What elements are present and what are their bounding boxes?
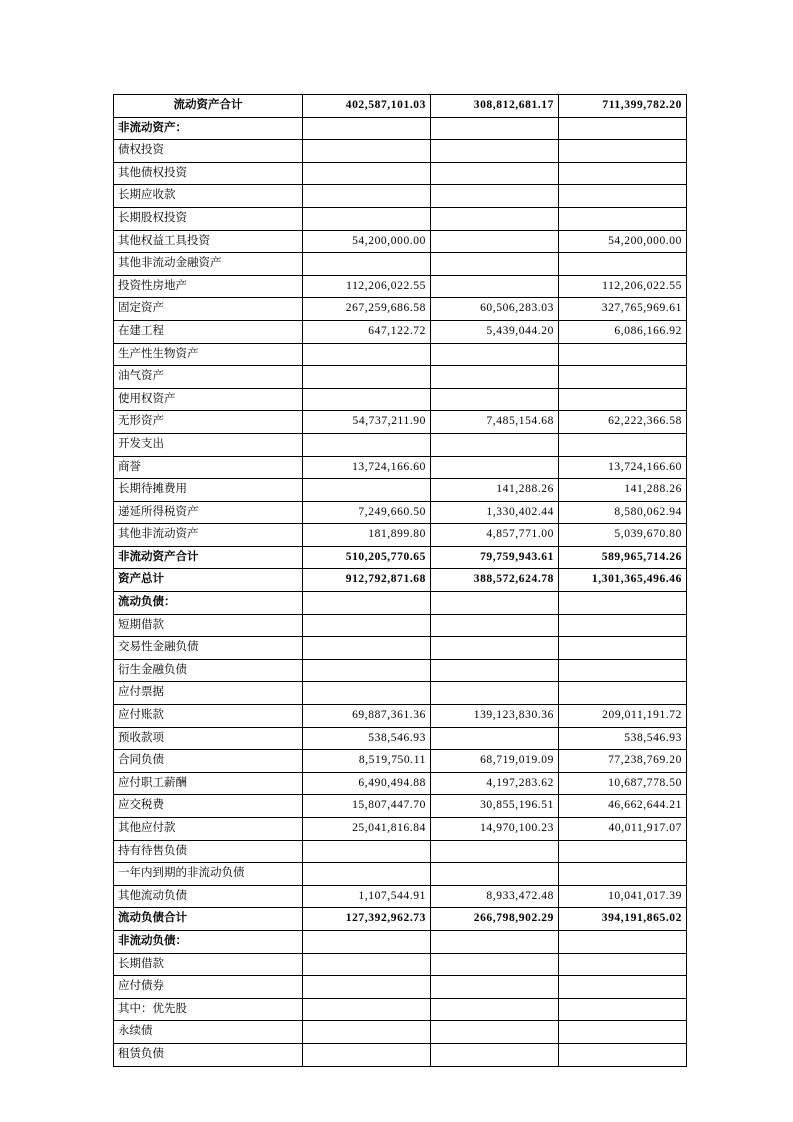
table-row xyxy=(114,727,687,750)
row-label: 合同负债 xyxy=(114,750,303,773)
row-value-3 xyxy=(559,185,687,208)
row-value-2 xyxy=(431,682,559,705)
row-value-1 xyxy=(303,930,431,953)
row-label: 生产性生物资产 xyxy=(114,343,303,366)
row-value-2 xyxy=(431,275,559,298)
row-value-1 xyxy=(303,253,431,276)
row-value-1: 6,490,494.88 xyxy=(303,772,431,795)
row-value-1 xyxy=(303,614,431,637)
table-row xyxy=(114,162,687,185)
row-value-1 xyxy=(303,433,431,456)
row-value-3 xyxy=(559,433,687,456)
row-value-3: 10,041,017.39 xyxy=(559,885,687,908)
table-row xyxy=(114,230,687,253)
row-label: 在建工程 xyxy=(114,320,303,343)
table-row xyxy=(114,637,687,660)
row-value-1: 13,724,166.60 xyxy=(303,456,431,479)
row-value-1 xyxy=(303,140,431,163)
row-value-2 xyxy=(431,433,559,456)
row-value-2 xyxy=(431,953,559,976)
row-value-3 xyxy=(559,207,687,230)
row-label: 一年内到期的非流动负债 xyxy=(114,863,303,886)
row-label: 债权投资 xyxy=(114,140,303,163)
table-row xyxy=(114,953,687,976)
row-value-3 xyxy=(559,953,687,976)
row-value-1 xyxy=(303,117,431,140)
row-label: 永续债 xyxy=(114,1021,303,1044)
row-label: 递延所得税资产 xyxy=(114,501,303,524)
row-value-2 xyxy=(431,727,559,750)
row-value-3 xyxy=(559,1021,687,1044)
row-value-1 xyxy=(303,366,431,389)
table-row xyxy=(114,682,687,705)
row-label: 应付债券 xyxy=(114,976,303,999)
row-value-3 xyxy=(559,592,687,615)
row-label: 油气资产 xyxy=(114,366,303,389)
table-row xyxy=(114,253,687,276)
row-value-3: 77,238,769.20 xyxy=(559,750,687,773)
row-value-2 xyxy=(431,253,559,276)
table-row xyxy=(114,524,687,547)
row-value-2 xyxy=(431,207,559,230)
row-value-1: 181,899.80 xyxy=(303,524,431,547)
balance-sheet-body xyxy=(114,95,687,1067)
table-row xyxy=(114,479,687,502)
row-label: 应付票据 xyxy=(114,682,303,705)
row-value-1: 647,122.72 xyxy=(303,320,431,343)
row-value-1 xyxy=(303,592,431,615)
row-value-1 xyxy=(303,162,431,185)
row-label: 商誉 xyxy=(114,456,303,479)
table-row xyxy=(114,320,687,343)
row-value-3 xyxy=(559,840,687,863)
row-label: 非流动负债： xyxy=(114,930,303,953)
table-row xyxy=(114,456,687,479)
row-label: 其中：优先股 xyxy=(114,998,303,1021)
row-value-1: 538,546.93 xyxy=(303,727,431,750)
row-value-2 xyxy=(431,614,559,637)
row-label: 长期待摊费用 xyxy=(114,479,303,502)
row-value-2 xyxy=(431,366,559,389)
row-value-2: 7,485,154.68 xyxy=(431,411,559,434)
row-value-2 xyxy=(431,930,559,953)
table-row xyxy=(114,885,687,908)
row-value-1: 510,205,770.65 xyxy=(303,546,431,569)
row-value-1 xyxy=(303,976,431,999)
row-label: 开发支出 xyxy=(114,433,303,456)
row-value-1 xyxy=(303,1043,431,1066)
row-value-2: 141,288.26 xyxy=(431,479,559,502)
row-value-2 xyxy=(431,976,559,999)
row-label: 资产总计 xyxy=(114,569,303,592)
row-value-3: 6,086,166.92 xyxy=(559,320,687,343)
table-row xyxy=(114,1043,687,1066)
row-value-3 xyxy=(559,388,687,411)
row-value-3: 209,011,191.72 xyxy=(559,705,687,728)
row-value-2 xyxy=(431,140,559,163)
row-value-1 xyxy=(303,185,431,208)
row-label: 应付职工薪酬 xyxy=(114,772,303,795)
table-row xyxy=(114,659,687,682)
row-value-2 xyxy=(431,998,559,1021)
row-value-3 xyxy=(559,366,687,389)
row-label: 预收款项 xyxy=(114,727,303,750)
row-value-1: 69,887,361.36 xyxy=(303,705,431,728)
row-value-2 xyxy=(431,592,559,615)
row-label: 其他应付款 xyxy=(114,818,303,841)
row-value-3 xyxy=(559,140,687,163)
balance-sheet-table xyxy=(113,94,687,1067)
table-row xyxy=(114,705,687,728)
row-value-1 xyxy=(303,637,431,660)
row-value-1: 912,792,871.68 xyxy=(303,569,431,592)
row-value-1: 1,107,544.91 xyxy=(303,885,431,908)
row-value-3: 62,222,366.58 xyxy=(559,411,687,434)
row-value-2: 139,123,830.36 xyxy=(431,705,559,728)
row-label: 流动负债合计 xyxy=(114,908,303,931)
balance-sheet-container xyxy=(113,94,686,1067)
table-row xyxy=(114,388,687,411)
table-row xyxy=(114,840,687,863)
row-label: 非流动资产： xyxy=(114,117,303,140)
row-value-3 xyxy=(559,1043,687,1066)
row-label: 租赁负债 xyxy=(114,1043,303,1066)
table-row xyxy=(114,501,687,524)
row-value-3 xyxy=(559,863,687,886)
row-value-1 xyxy=(303,953,431,976)
row-value-1 xyxy=(303,682,431,705)
row-value-3 xyxy=(559,117,687,140)
row-value-3: 141,288.26 xyxy=(559,479,687,502)
row-value-2 xyxy=(431,1021,559,1044)
row-value-3: 394,191,865.02 xyxy=(559,908,687,931)
table-row xyxy=(114,411,687,434)
row-value-2 xyxy=(431,230,559,253)
table-row xyxy=(114,366,687,389)
row-value-3 xyxy=(559,998,687,1021)
row-value-3: 40,011,917.07 xyxy=(559,818,687,841)
row-label: 流动资产合计 xyxy=(114,95,303,118)
row-value-1: 112,206,022.55 xyxy=(303,275,431,298)
row-value-3: 10,687,778.50 xyxy=(559,772,687,795)
table-row xyxy=(114,795,687,818)
row-value-3 xyxy=(559,682,687,705)
row-label: 其他流动负债 xyxy=(114,885,303,908)
row-label: 短期借款 xyxy=(114,614,303,637)
row-value-2: 308,812,681.17 xyxy=(431,95,559,118)
row-value-2: 30,855,196.51 xyxy=(431,795,559,818)
row-label: 持有待售负债 xyxy=(114,840,303,863)
row-value-1: 127,392,962.73 xyxy=(303,908,431,931)
table-row xyxy=(114,592,687,615)
row-value-1: 402,587,101.03 xyxy=(303,95,431,118)
row-value-2: 266,798,902.29 xyxy=(431,908,559,931)
row-value-1 xyxy=(303,343,431,366)
row-value-2: 79,759,943.61 xyxy=(431,546,559,569)
row-value-3 xyxy=(559,637,687,660)
row-value-3 xyxy=(559,162,687,185)
table-row xyxy=(114,343,687,366)
row-value-1 xyxy=(303,207,431,230)
row-value-2: 4,197,283.62 xyxy=(431,772,559,795)
row-value-1 xyxy=(303,659,431,682)
row-value-1: 15,807,447.70 xyxy=(303,795,431,818)
row-value-2: 68,719,019.09 xyxy=(431,750,559,773)
table-row xyxy=(114,772,687,795)
row-value-1: 54,737,211.90 xyxy=(303,411,431,434)
row-value-1: 25,041,816.84 xyxy=(303,818,431,841)
row-value-1: 267,259,686.58 xyxy=(303,298,431,321)
row-value-3: 711,399,782.20 xyxy=(559,95,687,118)
row-value-1 xyxy=(303,388,431,411)
row-value-2 xyxy=(431,343,559,366)
row-value-2 xyxy=(431,162,559,185)
table-row xyxy=(114,298,687,321)
table-row xyxy=(114,95,687,118)
row-value-3: 1,301,365,496.46 xyxy=(559,569,687,592)
row-value-2 xyxy=(431,840,559,863)
table-row xyxy=(114,998,687,1021)
row-label: 固定资产 xyxy=(114,298,303,321)
row-label: 其他债权投资 xyxy=(114,162,303,185)
row-label: 其他非流动金融资产 xyxy=(114,253,303,276)
row-label: 长期借款 xyxy=(114,953,303,976)
row-value-1 xyxy=(303,998,431,1021)
table-row xyxy=(114,275,687,298)
row-value-2: 8,933,472.48 xyxy=(431,885,559,908)
row-value-3: 46,662,644.21 xyxy=(559,795,687,818)
row-value-2 xyxy=(431,388,559,411)
table-row xyxy=(114,976,687,999)
row-value-3: 538,546.93 xyxy=(559,727,687,750)
row-value-2 xyxy=(431,456,559,479)
table-row xyxy=(114,433,687,456)
row-value-3 xyxy=(559,253,687,276)
table-row xyxy=(114,1021,687,1044)
table-row xyxy=(114,140,687,163)
row-value-3 xyxy=(559,976,687,999)
row-label: 交易性金融负债 xyxy=(114,637,303,660)
row-value-2: 1,330,402.44 xyxy=(431,501,559,524)
row-value-2 xyxy=(431,637,559,660)
row-value-3: 112,206,022.55 xyxy=(559,275,687,298)
table-row xyxy=(114,930,687,953)
table-row xyxy=(114,750,687,773)
row-label: 其他非流动资产 xyxy=(114,524,303,547)
row-label: 无形资产 xyxy=(114,411,303,434)
table-row xyxy=(114,863,687,886)
row-value-3 xyxy=(559,930,687,953)
table-row xyxy=(114,546,687,569)
row-label: 衍生金融负债 xyxy=(114,659,303,682)
row-label: 非流动资产合计 xyxy=(114,546,303,569)
row-value-1 xyxy=(303,863,431,886)
row-value-2: 60,506,283.03 xyxy=(431,298,559,321)
row-value-3: 13,724,166.60 xyxy=(559,456,687,479)
row-value-2 xyxy=(431,117,559,140)
row-label: 投资性房地产 xyxy=(114,275,303,298)
row-label: 流动负债： xyxy=(114,592,303,615)
row-label: 其他权益工具投资 xyxy=(114,230,303,253)
row-value-3: 8,580,062.94 xyxy=(559,501,687,524)
row-value-3: 589,965,714.26 xyxy=(559,546,687,569)
table-row xyxy=(114,207,687,230)
row-value-1 xyxy=(303,479,431,502)
table-row xyxy=(114,117,687,140)
table-row xyxy=(114,185,687,208)
row-label: 长期股权投资 xyxy=(114,207,303,230)
row-value-2 xyxy=(431,185,559,208)
row-value-1 xyxy=(303,1021,431,1044)
row-value-1: 8,519,750.11 xyxy=(303,750,431,773)
table-row xyxy=(114,818,687,841)
row-value-2 xyxy=(431,659,559,682)
row-value-3: 5,039,670.80 xyxy=(559,524,687,547)
row-value-3: 54,200,000.00 xyxy=(559,230,687,253)
table-row xyxy=(114,614,687,637)
row-value-2: 5,439,044.20 xyxy=(431,320,559,343)
row-value-3 xyxy=(559,614,687,637)
row-value-2 xyxy=(431,1043,559,1066)
row-value-2: 14,970,100.23 xyxy=(431,818,559,841)
row-value-2 xyxy=(431,863,559,886)
row-label: 应付账款 xyxy=(114,705,303,728)
row-value-2: 4,857,771.00 xyxy=(431,524,559,547)
table-row xyxy=(114,908,687,931)
row-value-1: 7,249,660.50 xyxy=(303,501,431,524)
row-value-3 xyxy=(559,343,687,366)
row-value-1 xyxy=(303,840,431,863)
row-label: 使用权资产 xyxy=(114,388,303,411)
row-value-2: 388,572,624.78 xyxy=(431,569,559,592)
row-value-1: 54,200,000.00 xyxy=(303,230,431,253)
row-value-3: 327,765,969.61 xyxy=(559,298,687,321)
row-value-3 xyxy=(559,659,687,682)
row-label: 长期应收款 xyxy=(114,185,303,208)
row-label: 应交税费 xyxy=(114,795,303,818)
table-row xyxy=(114,569,687,592)
